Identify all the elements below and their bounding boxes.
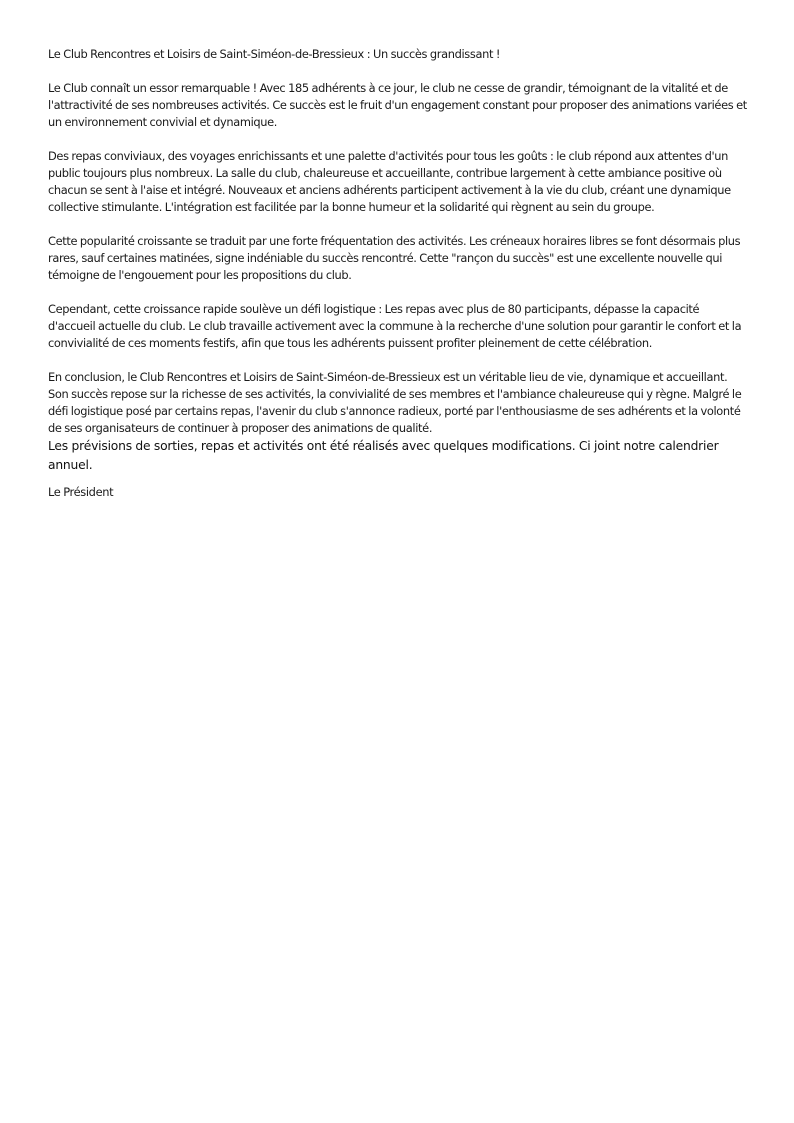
paragraph-intro: Le Club connaît un essor remarquable ! Avec 185 adhérents à ce jour, le club ne cesse de grandir, témoignant de la vitalité et de l'attractivité de ses nombreuses activités. Ce succès est le fruit d'un engagement constant pour proposer des animations variées et un environnement convivial et dynamique.: [48, 81, 747, 129]
letter-body: [48, 46, 748, 518]
paragraph-logistics: Cependant, cette croissance rapide soulève un défi logistique : Les repas avec plus de 80 participants, dépasse la capacité d'accueil actuelle du club. Le club travaille activement avec la commune à la recherche d'une solution pour garantir le confort et la convivialité de ces moments festifs, afin que tous les adhérents puissent profiter pleinement de cette célébration.: [48, 302, 742, 350]
document-title: Le Club Rencontres et Loisirs de Saint-Siméon-de-Bressieux : Un succès grandissant !: [48, 47, 501, 61]
paragraph-conclusion: En conclusion, le Club Rencontres et Loisirs de Saint-Siméon-de-Bressieux est un véritable lieu de vie, dynamique et accueillant. Son succès repose sur la richesse de ses activités, la convivialité de ses membres et l'ambiance chaleureuse qui y règne. Malgré le défi logistique posé par certains repas, l'avenir du club s'annonce radieux, porté par l'enthousiasme de ses adhérents et la volonté de ses organisateurs de continuer à proposer des animations de qualité.: [48, 370, 742, 435]
paragraph-activities: Des repas conviviaux, des voyages enrichissants et une palette d'activités pour tous les goûts : le club répond aux attentes d'un public toujours plus nombreux. La salle du club, chaleureuse et accueillante, contribue largement à cette ambiance positive où chacun se sent à l'aise et intégré. Nouveaux et anciens adhérents participent activement à la vie du club, créant une dynamique collective stimulante. L'intégration est facilitée par la bonne humeur et la solidarité qui règnent au sein du groupe.: [48, 149, 731, 214]
calendar-note: Les prévisions de sorties, repas et activités ont été réalisés avec quelques modifications. Ci joint notre calendrier annuel.: [48, 439, 719, 472]
signature: Le Président: [48, 485, 114, 499]
paragraph-popularity: Cette popularité croissante se traduit par une forte fréquentation des activités. Les créneaux horaires libres se font désormais plus rares, sauf certaines matinées, signe indéniable du succès rencontré. Cette "rançon du succès" est une excellente nouvelle qui témoigne de l'engouement pour les propositions du club.: [48, 234, 741, 282]
